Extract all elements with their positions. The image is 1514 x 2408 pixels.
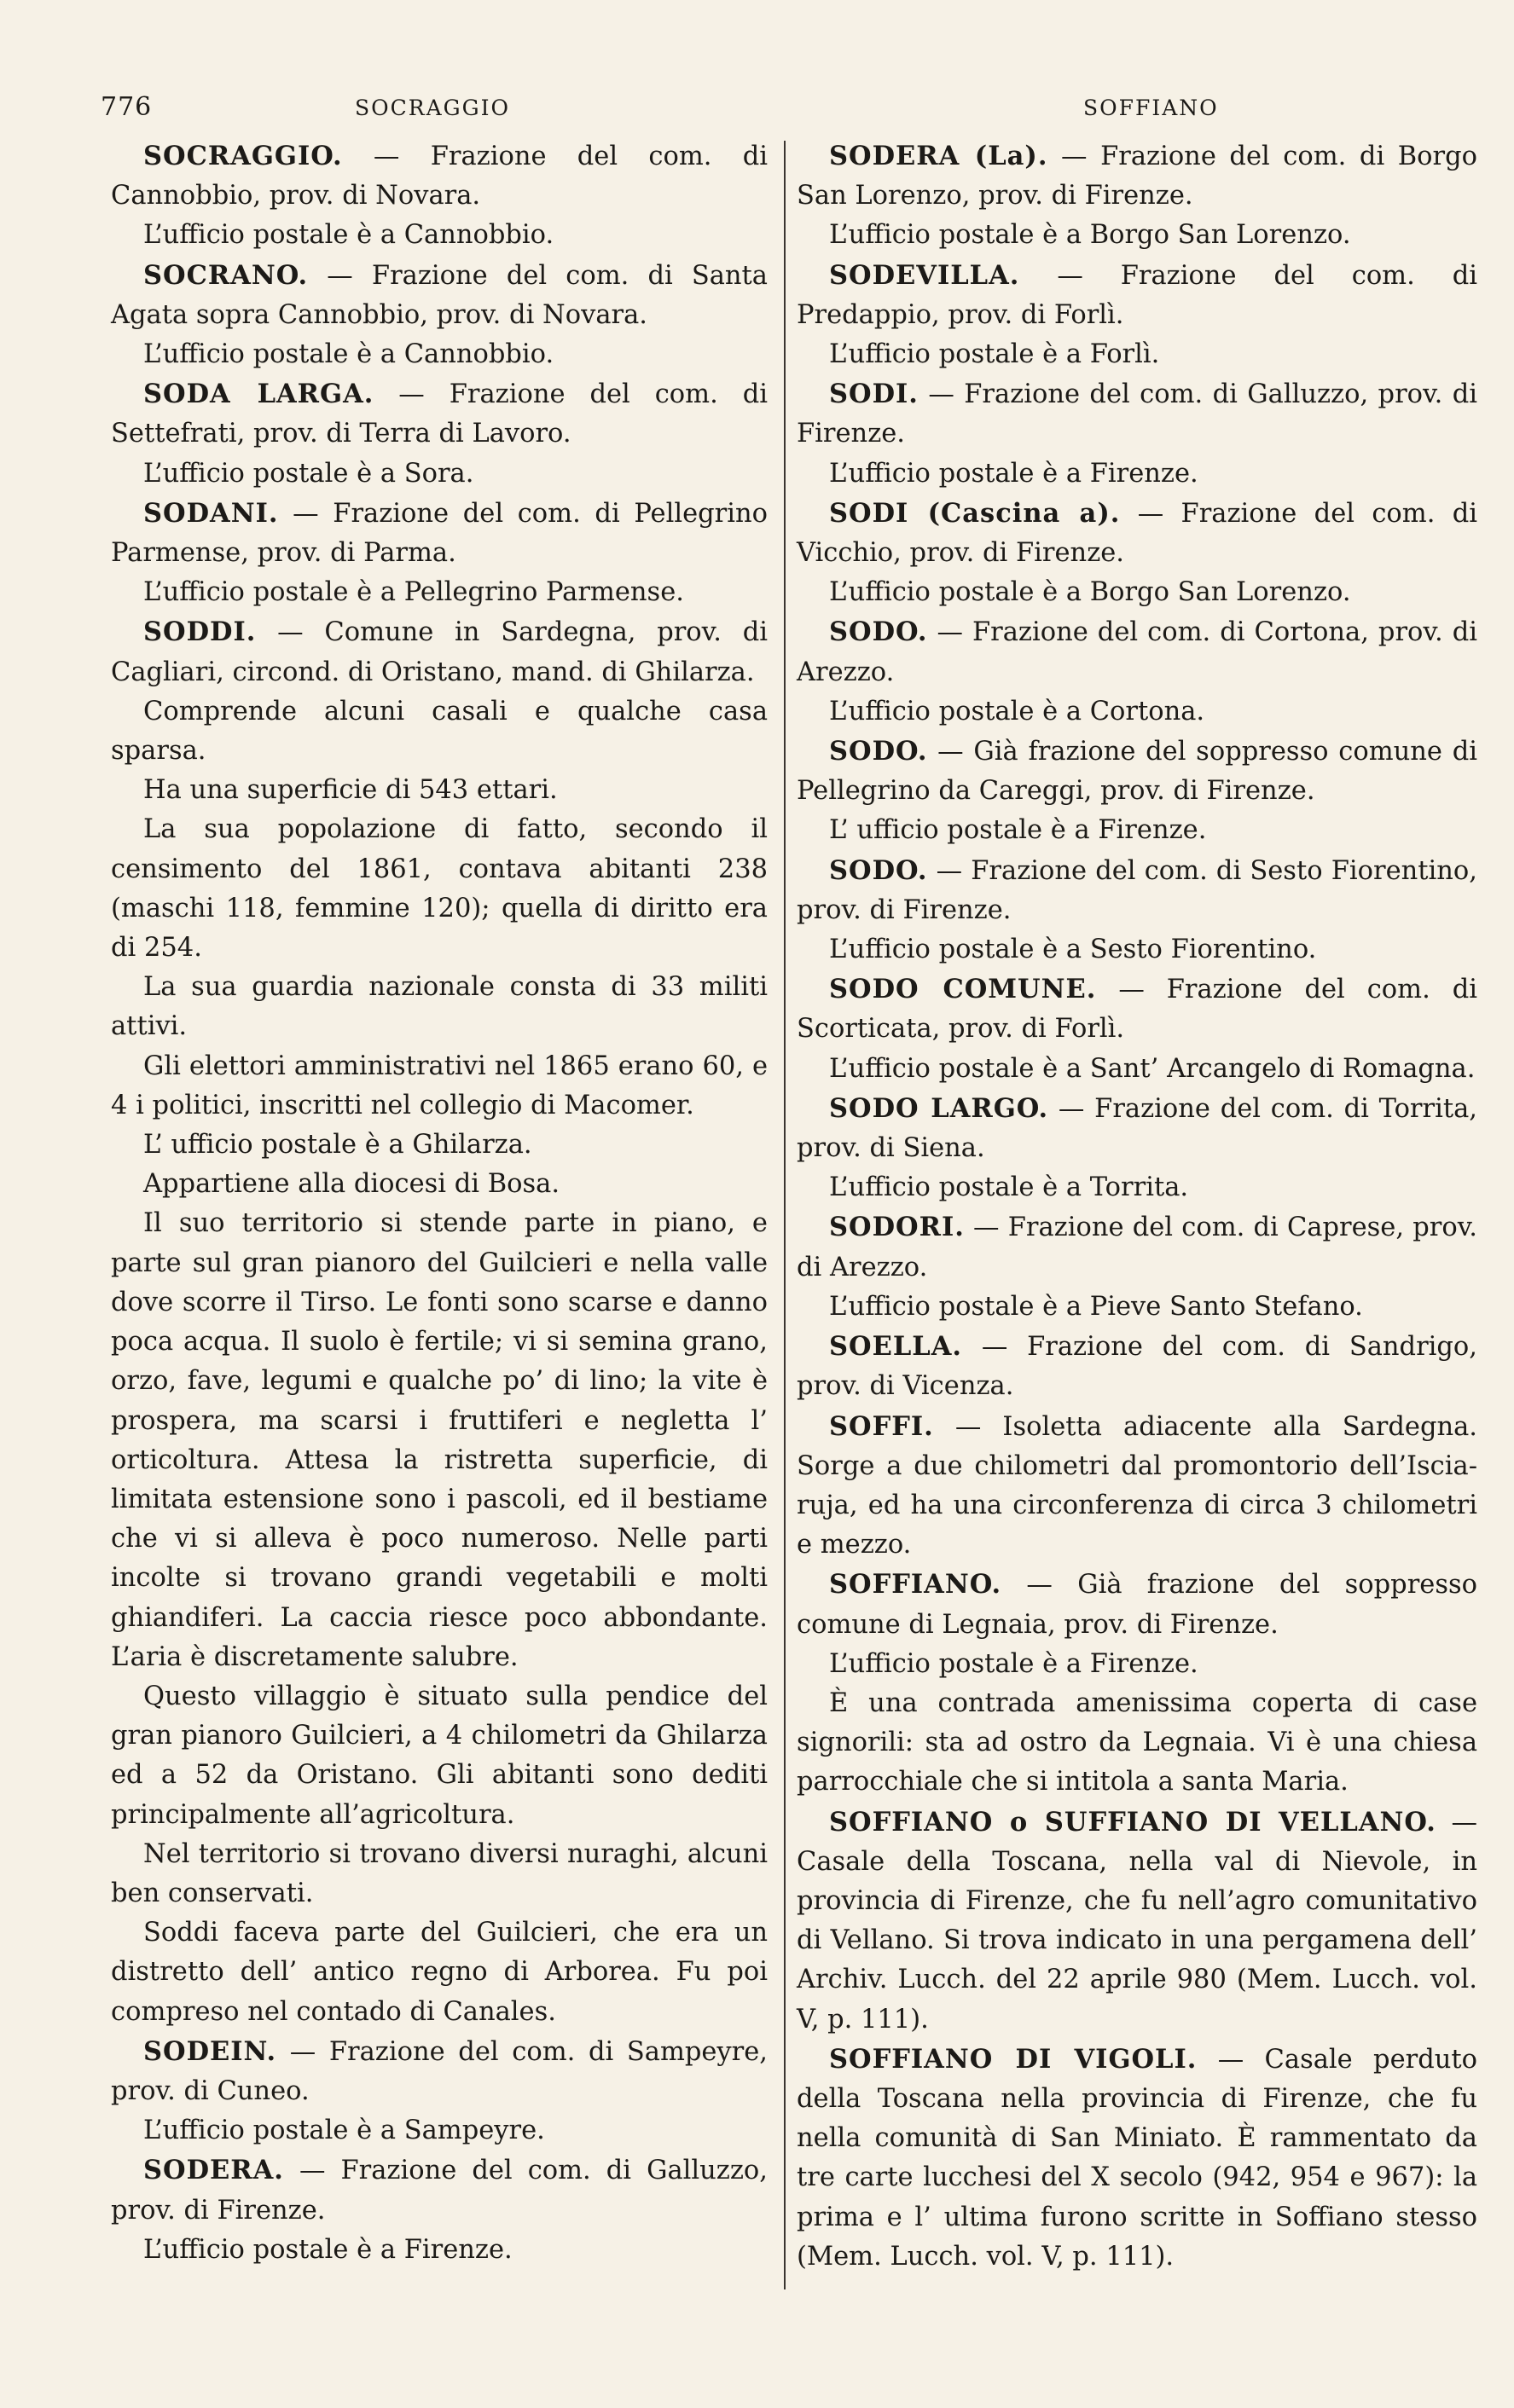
entry-text: Gli elettori amministrativi nel 1865 erano 60, e 4 i politici, inscritti nel collegio di Macomer. xyxy=(111,1051,768,1120)
entry-text: Soddi faceva parte del Guilcieri, che era un distretto dell’ antico regno di Arborea. Fu poi compreso nel contado di Canales. xyxy=(111,1918,768,2027)
entry-paragraph xyxy=(797,811,1477,850)
entry-paragraph xyxy=(797,1050,1477,1089)
entry-headword: SODDI. xyxy=(143,616,257,648)
entry-text: Nel territorio si trovano diversi nuraghi, alcuni ben conservati. xyxy=(111,1838,768,1908)
entry-headword: SODI (Cascina a). xyxy=(829,497,1121,529)
entry-headword: SODO COMUNE. xyxy=(829,974,1097,1005)
entry-paragraph xyxy=(111,810,768,968)
entry-text: L’ufficio postale è a Pellegrino Parmense. xyxy=(143,577,684,608)
entry-paragraph xyxy=(797,335,1477,374)
dictionary-entry xyxy=(797,1327,1477,1406)
entry-text: La sua guardia nazionale consta di 33 militi attivi. xyxy=(111,972,768,1042)
entry-text: — Frazione del com. di Pellegrino Parmense, prov. di Parma. xyxy=(111,498,768,569)
entry-text: — Già frazione del soppresso comune di Pellegrino da Careggi, prov. di Firenze. xyxy=(797,737,1477,807)
entry-text: L’ ufficio postale è a Ghilarza. xyxy=(143,1130,532,1161)
entry-text: — Frazione del com. di Cortona, prov. di Arezzo. xyxy=(797,617,1477,687)
right-column xyxy=(797,136,1477,2277)
entry-text: — Frazione del com. di Vicchio, prov. di Firenze. xyxy=(797,498,1478,569)
entry-paragraph xyxy=(111,2111,768,2150)
entry-headword: SODEVILLA. xyxy=(829,259,1020,291)
entry-text: La sua popolazione di fatto, secondo il censimento del 1861, contava abitanti 238 (maschi 118, femmine 120); quella di diritto era di 254. xyxy=(111,814,768,964)
entry-paragraph xyxy=(797,1168,1477,1207)
entry-text: — Frazione del com. di Santa Agata sopra Cannobbio, prov. di Novara. xyxy=(111,260,768,330)
entry-paragraph xyxy=(111,1126,768,1165)
entry-paragraph xyxy=(797,454,1477,494)
entry-text: Comprende alcuni casali e qualche casa sparsa. xyxy=(111,696,768,767)
entry-text: Appartiene alla diocesi di Bosa. xyxy=(143,1169,560,1200)
entry-paragraph xyxy=(797,692,1477,732)
entry-headword: SODI. xyxy=(829,379,919,410)
entry-headword: SODO. xyxy=(829,736,928,767)
entry-text: — Casale della Toscana, nella val di Nievole, in provincia di Firenze, che fu nell’agro comunitativo di Vellano. Si trova indicato in una pergamena dell’ Archiv. Lucch. del 22 aprile 980 (Mem. Lucch. vol. V, p. 111). xyxy=(797,1807,1477,2035)
dictionary-entry xyxy=(797,374,1477,454)
page-number: 776 xyxy=(101,92,153,122)
entry-text: — Frazione del com. di Galluzzo, prov. di Firenze. xyxy=(797,379,1477,449)
dictionary-entry xyxy=(797,1207,1477,1287)
entry-text: L’ufficio postale è a Sora. xyxy=(143,458,474,489)
dictionary-entry xyxy=(797,494,1477,573)
entry-text: L’ufficio postale è a Cortona. xyxy=(829,696,1205,726)
entry-paragraph xyxy=(111,1165,768,1204)
entry-headword: SOFFIANO o SUFFIANO DI VELLANO. xyxy=(829,1806,1436,1838)
entry-paragraph xyxy=(111,1835,768,1913)
entry-text: L’ufficio postale è a Firenze. xyxy=(829,458,1198,489)
entry-paragraph xyxy=(111,692,768,771)
entry-text: — Frazione del com. di Predappio, prov. di Forlì. xyxy=(797,260,1477,330)
entry-text: L’ ufficio postale è a Firenze. xyxy=(829,815,1207,846)
entry-paragraph xyxy=(111,1047,768,1126)
entry-headword: SODA LARGA. xyxy=(143,379,374,410)
entry-paragraph xyxy=(111,454,768,494)
entry-headword: SODANI. xyxy=(143,497,279,529)
entry-headword: SOCRAGGIO. xyxy=(143,141,343,171)
left-running-head: SOCRAGGIO xyxy=(355,96,510,120)
entry-text: L’ufficio postale è a Sesto Fiorentino. xyxy=(829,935,1317,965)
dictionary-entry xyxy=(797,732,1477,811)
entry-paragraph xyxy=(111,335,768,374)
dictionary-entry xyxy=(111,374,768,454)
entry-paragraph xyxy=(111,2231,768,2270)
dictionary-entry xyxy=(797,851,1477,930)
dictionary-entry xyxy=(797,256,1477,335)
right-running-head: SOFFIANO xyxy=(1083,96,1219,120)
entry-text: L’ufficio postale è a Forlì. xyxy=(829,339,1160,370)
dictionary-entry xyxy=(111,256,768,335)
column-divider xyxy=(784,141,786,2289)
dictionary-entry xyxy=(797,1089,1477,1168)
entry-text: — Frazione del com. di Sandrigo, prov. di Vicenza. xyxy=(797,1332,1477,1402)
entry-text: — Frazione del com. di Sesto Fiorentino, prov. di Firenze. xyxy=(797,855,1477,925)
entry-text: — Frazione del com. di Sampeyre, prov. di Cuneo. xyxy=(111,2036,768,2106)
entry-text: L’ufficio postale è a Cannobbio. xyxy=(143,339,554,370)
entry-headword: SOCRANO. xyxy=(143,259,309,291)
entry-text: L’ufficio postale è a Borgo San Lorenzo. xyxy=(829,220,1351,251)
entry-text: Il suo territorio si stende parte in piano, e parte sul gran pianoro del Guilcieri e nella valle dove scorre il Tirso. Le fonti sono scarse e danno poca acqua. Il suolo è fertile; vi si semina grano, orzo, fave, legumi e qualche po’ di lino; la vite è prospera, ma scarsi i fruttiferi e negletta l’ orticoltura. Attesa la ristretta superficie, di limitata estensione sono i pascoli, ed il bestiame che vi si alleva è poco numeroso. Nelle parti incolte si trovano grandi vegetabili e molti ghiandiferi. La caccia riesce poco abbondante. L’aria è discretamente salubre. xyxy=(111,1208,768,1672)
entry-text: — Comune in Sardegna, prov. di Cagliari, circond. di Oristano, mand. di Ghilarza. xyxy=(111,617,768,687)
entry-paragraph xyxy=(111,968,768,1046)
entry-text: — Frazione del com. di Settefrati, prov. di Terra di Lavoro. xyxy=(111,379,768,449)
dictionary-entry xyxy=(797,2040,1477,2277)
entry-text: — Frazione del com. di Caprese, prov. di Arezzo. xyxy=(797,1213,1477,1282)
entry-text: — Casale perduto della Toscana nella provincia di Firenze, che fu nella comunità di San Miniato. È rammentato da tre carte lucchesi del X secolo (942, 954 e 967): la prima e l’ ultima furono scritte in Soffiano stesso (Mem. Lucch. vol. V, p. 111). xyxy=(797,2044,1477,2272)
entry-headword: SODO. xyxy=(829,616,928,648)
dictionary-entry xyxy=(111,136,768,216)
left-column xyxy=(111,136,768,2270)
entry-text: L’ufficio postale è a Cannobbio. xyxy=(143,220,554,251)
entry-headword: SOELLA. xyxy=(829,1331,963,1363)
entry-text: L’ufficio postale è a Borgo San Lorenzo. xyxy=(829,577,1351,608)
entry-paragraph xyxy=(111,1913,768,2032)
entry-headword: SODERA (La). xyxy=(829,141,1048,171)
dictionary-entry xyxy=(797,1407,1477,1566)
entry-text: È una contrada amenissima coperta di case signorili: sta ad ostro da Legnaia. Vi è una chiesa parrocchiale che si intitola a santa Maria. xyxy=(797,1687,1477,1797)
entry-paragraph xyxy=(797,216,1477,255)
dictionary-entry xyxy=(111,2150,768,2230)
entry-headword: SOFFIANO. xyxy=(829,1569,1002,1601)
entry-text: L’ufficio postale è a Firenze. xyxy=(143,2234,513,2265)
entry-text: L’ufficio postale è a Firenze. xyxy=(829,1648,1198,1679)
entry-text: L’ufficio postale è a Pieve Santo Stefano. xyxy=(829,1291,1363,1322)
entry-paragraph xyxy=(111,216,768,255)
entry-paragraph xyxy=(797,930,1477,970)
entry-headword: SODEIN. xyxy=(143,2035,277,2067)
entry-text: — Isoletta adiacente alla Sardegna. Sorge a due chilometri dal promontorio dell’Iscia-ruja, ed ha una circonferenza di circa 3 chilometri e mezzo. xyxy=(797,1411,1477,1560)
page-header xyxy=(101,92,1482,130)
entry-text: L’ufficio postale è a Torrita. xyxy=(829,1172,1189,1203)
dictionary-entry xyxy=(797,136,1477,216)
entry-text: L’ufficio postale è a Sant’ Arcangelo di Romagna. xyxy=(829,1053,1476,1084)
entry-headword: SODO. xyxy=(829,854,928,886)
entry-text: — Già frazione del soppresso comune di Legnaia, prov. di Firenze. xyxy=(797,1570,1477,1640)
entry-text: — Frazione del com. di Torrita, prov. di Siena. xyxy=(797,1093,1477,1164)
entry-text: — Frazione del com. di Borgo San Lorenzo, prov. di Firenze. xyxy=(797,142,1477,211)
entry-headword: SODERA. xyxy=(143,2155,284,2186)
entry-text: Questo villaggio è situato sulla pendice del gran pianoro Guilcieri, a 4 chilometri da Ghilarza ed a 52 da Oristano. Gli abitanti sono dediti principalmente all’agricoltura. xyxy=(111,1681,768,1830)
entry-paragraph xyxy=(797,1288,1477,1327)
entry-text: L’ufficio postale è a Sampeyre. xyxy=(143,2116,545,2146)
entry-text: — Frazione del com. di Scorticata, prov. di Forlì. xyxy=(797,975,1477,1045)
entry-text: Ha una superficie di 543 ettari. xyxy=(143,775,558,806)
entry-headword: SOFFI. xyxy=(829,1410,934,1442)
entry-text: — Frazione del com. di Cannobbio, prov. di Novara. xyxy=(111,142,768,211)
entry-paragraph xyxy=(111,771,768,810)
dictionary-entry xyxy=(111,494,768,573)
entry-paragraph xyxy=(797,1684,1477,1803)
entry-headword: SOFFIANO DI VIGOLI. xyxy=(829,2043,1198,2075)
entry-headword: SODORI. xyxy=(829,1212,965,1243)
dictionary-entry xyxy=(797,1803,1477,2040)
entry-paragraph xyxy=(111,1677,768,1835)
entry-paragraph xyxy=(111,1204,768,1676)
entry-paragraph xyxy=(111,573,768,612)
entry-text: — Frazione del com. di Galluzzo, prov. di Firenze. xyxy=(111,2156,768,2226)
dictionary-entry xyxy=(797,970,1477,1049)
entry-paragraph xyxy=(797,1645,1477,1684)
entry-headword: SODO LARGO. xyxy=(829,1092,1049,1124)
entry-paragraph xyxy=(797,573,1477,612)
dictionary-entry xyxy=(111,612,768,692)
dictionary-entry xyxy=(797,1565,1477,1644)
dictionary-entry xyxy=(111,2032,768,2111)
dictionary-entry xyxy=(797,612,1477,692)
